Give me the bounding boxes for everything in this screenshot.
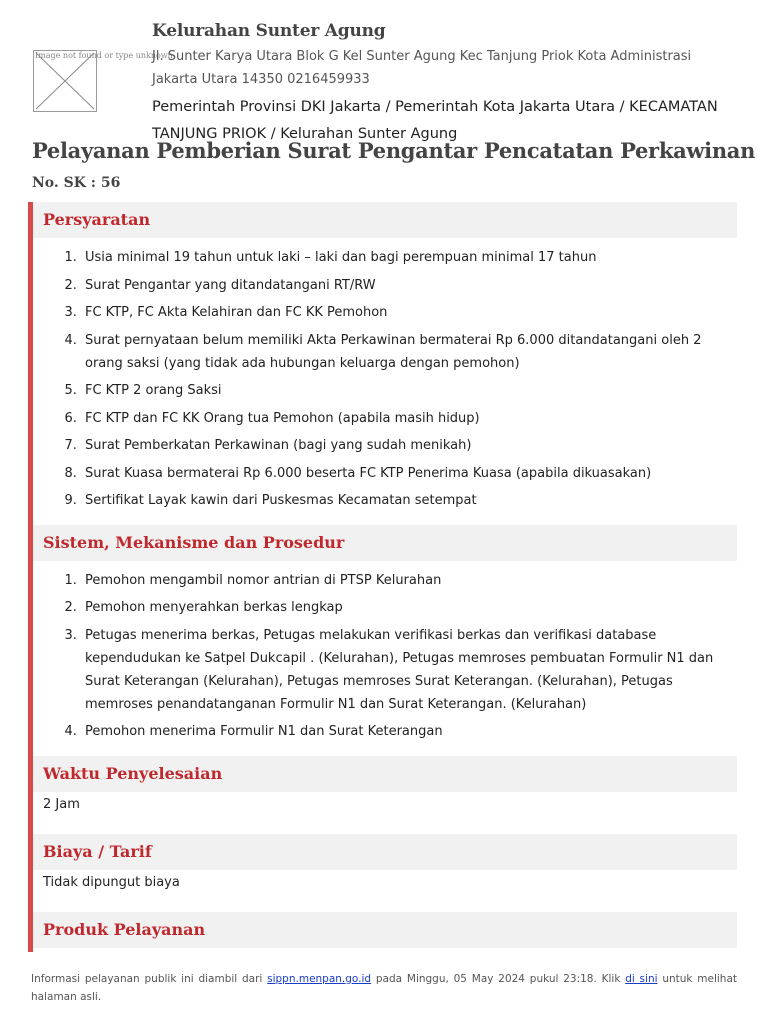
original-page-link[interactable]: di sini (625, 973, 658, 985)
list-item: 2. Surat Pengantar yang ditandatangani RT/RW (81, 274, 737, 297)
biaya-value: Tidak dipungut biaya (43, 874, 180, 890)
list-item: 4. Pemohon menerima Formulir N1 dan Surat Keterangan (81, 720, 737, 743)
section-title-prosedur: Sistem, Mekanisme dan Prosedur (33, 525, 737, 561)
persyaratan-list (33, 238, 737, 525)
list-item: 4. Surat pernyataan belum memiliki Akta Perkawinan bermaterai Rp 6.000 ditandatangani oleh 2 orang saksi (yang tidak ada hubungan keluarga dengan pemohon) (81, 329, 737, 375)
logo-alt-text: Image not found or type unknown (35, 51, 173, 60)
list-item: 9. Sertifikat Layak kawin dari Puskesmas Kecamatan setempat (81, 489, 737, 512)
section-title-produk: Produk Pelayanan (33, 912, 737, 948)
page-title: Pelayanan Pemberian Surat Pengantar Pencatatan Perkawinan (32, 138, 756, 163)
section-title-persyaratan: Persyaratan (33, 202, 737, 238)
list-item: 7. Surat Pemberkatan Perkawinan (bagi yang sudah menikah) (81, 434, 737, 457)
service-details (28, 202, 737, 952)
list-item: 3. Petugas menerima berkas, Petugas melakukan verifikasi berkas dan verifikasi database kependudukan ke Satpel Dukcapil . (Kelurahan), Petugas memroses pembuatan Formulir N1 dan Surat Keterangan (Kelurahan), Petugas memroses Surat Keterangan. (Kelurahan), Petugas memroses penandatanganan Formulir N1 dan Surat Keterangan. (Kelurahan) (81, 624, 737, 716)
org-hierarchy: Pemerintah Provinsi DKI Jakarta / Pemerintah Kota Jakarta Utara / KECAMATAN TANJUNG PRIOK / Kelurahan Sunter Agung (152, 99, 718, 142)
list-item: 6. FC KTP dan FC KK Orang tua Pemohon (apabila masih hidup) (81, 407, 737, 430)
prosedur-list (33, 561, 737, 756)
waktu-value: 2 Jam (43, 796, 80, 812)
footer-text-middle: pada Minggu, 05 May 2024 pukul 23:18. Klik (371, 973, 626, 985)
list-item: 8. Surat Kuasa bermaterai Rp 6.000 beserta FC KTP Penerima Kuasa (apabila dikuasakan) (81, 462, 737, 485)
list-item: 1. Usia minimal 19 tahun untuk laki – laki dan bagi perempuan minimal 17 tahun (81, 246, 737, 269)
list-item: 3. FC KTP, FC Akta Kelahiran dan FC KK Pemohon (81, 301, 737, 324)
footer-note (31, 970, 737, 1006)
source-link[interactable]: sippn.menpan.go.id (267, 973, 372, 985)
list-item: 5. FC KTP 2 orang Saksi (81, 379, 737, 402)
org-address: Jl. Sunter Karya Utara Blok G Kel Sunter Agung Kec Tanjung Priok Kota Administrasi Jakarta Utara 14350 0216459933 (152, 49, 692, 87)
list-item: 1. Pemohon mengambil nomor antrian di PTSP Kelurahan (81, 569, 737, 592)
org-name: Kelurahan Sunter Agung (152, 21, 386, 41)
broken-image-icon (34, 51, 96, 111)
section-title-waktu: Waktu Penyelesaian (33, 756, 737, 792)
section-title-biaya: Biaya / Tarif (33, 834, 737, 870)
logo-placeholder-image (33, 50, 173, 112)
sk-number: No. SK : 56 (32, 175, 121, 191)
list-item: 2. Pemohon menyerahkan berkas lengkap (81, 596, 737, 619)
footer-text-before: Informasi pelayanan publik ini diambil dari (31, 973, 268, 985)
footer-text-after: untuk melihat halaman asli. (31, 973, 737, 1003)
